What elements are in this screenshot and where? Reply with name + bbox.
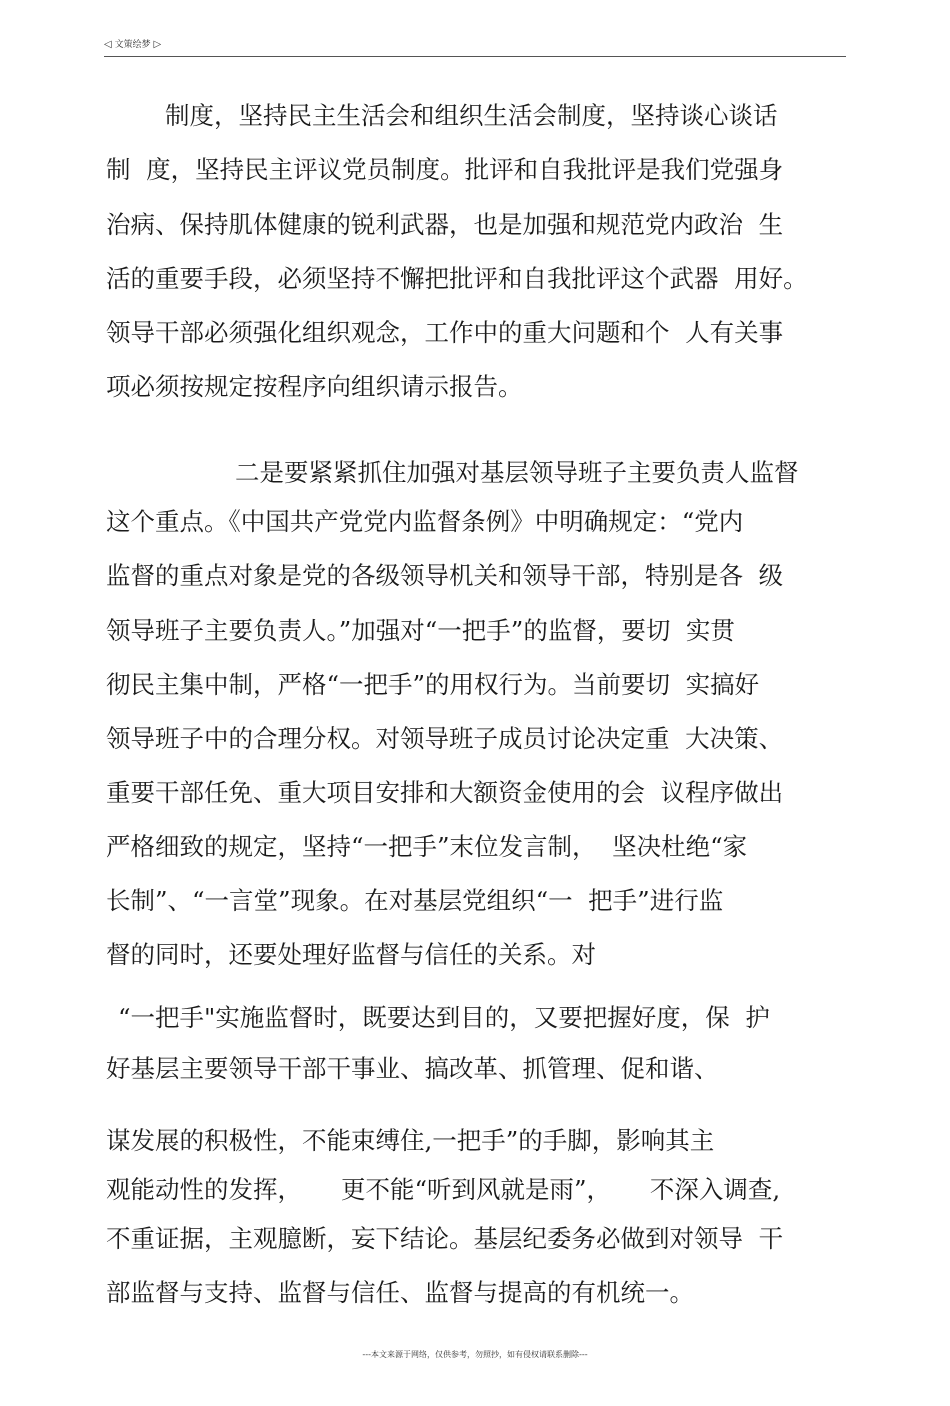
text-line: 督的同时，还要处理好监督与信任的关系。对 [106,940,596,969]
left-triangle-icon: ◁ [104,39,112,50]
text-line: 治病、保持肌体健康的锐利武器，也是加强和规范党内政治 生 [106,210,784,239]
text-line: 二是要紧紧抓住加强对基层领导班子主要负责人监督 [235,458,799,487]
text-line: “一把手"实施监督时，既要达到目的，又要把握好度，保 护 [118,1003,770,1032]
text-line: 领导班子主要负责人。”加强对“一把手”的监督，要切 实贯 [106,616,735,645]
text-line: 严格细致的规定，坚持“一把手”末位发言制， 坚决杜绝“家 [106,832,748,861]
text-line: 监督的重点对象是党的各级领导机关和领导干部，特别是各 级 [106,561,784,590]
text-line: 项必须按规定按程序向组织请示报告。 [106,372,523,401]
text-line: 彻民主集中制，严格“一把手”的用权行为。当前要切 实搞好 [106,670,760,699]
text-line: 领导班子中的合理分权。对领导班子成员讨论决定重 大决策、 [106,724,784,753]
text-line: 制 度，坚持民主评议党员制度。批评和自我批评是我们党强身 [106,155,784,184]
text-line: 重要干部任免、重大项目安排和大额资金使用的会 议程序做出 [106,778,784,807]
text-line: 这个重点。《中国共产党党内监督条例》中明确规定：“党内 [106,507,744,536]
page-footer: ---本文来源于网络，仅供参考，勿照抄，如有侵权请联系删除--- [362,1350,588,1359]
right-triangle-icon: ▷ [153,39,162,50]
text-line: 领导干部必须强化组织观念，工作中的重大问题和个 人有关事 [106,318,784,347]
header-title: 文策绘梦 [114,40,151,50]
text-line: 观能动性的发挥， 更不能“听到风就是雨”， 不深入调查, [106,1175,781,1204]
text-line: 不重证据，主观臆断，妄下结论。基层纪委务必做到对领导 干 [106,1224,784,1253]
text-line: 活的重要手段，必须坚持不懈把批评和自我批评这个武器 用好。 [106,264,808,293]
text-line: 长制”、“一言堂”现象。在对基层党组织“一 把手”进行监 [106,886,724,915]
text-line: 好基层主要领导干部干事业、搞改革、抓管理、促和谐、 [106,1054,719,1083]
text-line: 部监督与支持、监督与信任、监督与提高的有机统一。 [106,1278,694,1307]
page-header [104,38,846,57]
text-line: 谋发展的积极性，不能束缚住,一把手”的手脚，影响其主 [106,1126,715,1155]
text-line: 制度，坚持民主生活会和组织生活会制度，坚持谈心谈话 [165,101,778,130]
